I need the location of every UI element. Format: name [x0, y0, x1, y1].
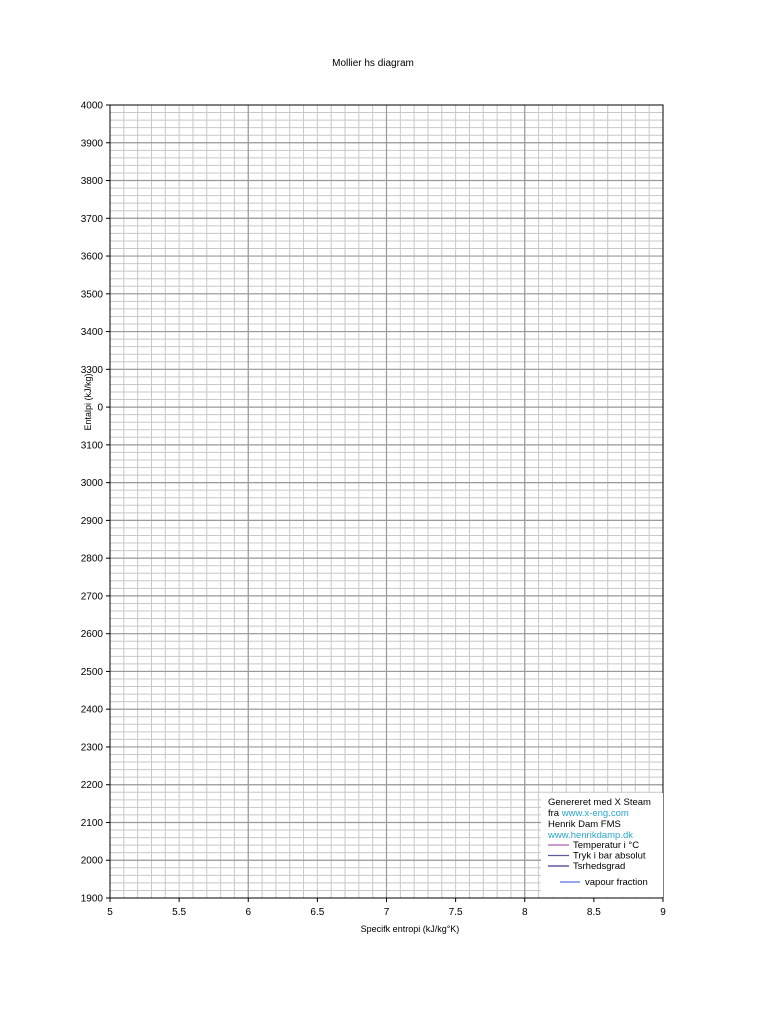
axis-ticks [106, 105, 663, 902]
y-tick-label: 2100 [80, 817, 103, 829]
legend-source-link[interactable]: www.x-eng.com [561, 808, 629, 819]
y-tick-label: 3100 [80, 440, 103, 452]
x-tick-labels [107, 907, 666, 918]
legend-series-label: Tsrhedsgrad [573, 861, 626, 872]
y-tick-label: 2600 [80, 629, 103, 641]
x-tick-label: 9 [660, 907, 666, 918]
x-tick-label: 5 [107, 907, 113, 918]
y-tick-label: 2200 [80, 780, 103, 792]
legend-credit-line: Genereret med X Steam [548, 797, 651, 808]
y-tick-label: 3500 [80, 289, 103, 301]
y-tick-label: 3700 [80, 213, 103, 225]
y-tick-label: 3600 [80, 251, 103, 263]
y-tick-labels [81, 101, 104, 905]
legend-series-label: Temperatur i °C [573, 840, 640, 851]
y-tick-label: 2800 [80, 553, 103, 565]
y-tick-label: 1900 [80, 893, 103, 905]
legend-series-label: vapour fraction [585, 877, 648, 888]
y-tick-label: 2700 [80, 591, 103, 603]
y-tick-label: 4000 [80, 100, 103, 112]
x-tick-label: 5.5 [172, 907, 187, 918]
y-tick-label: 2500 [80, 666, 103, 678]
y-tick-label: 2400 [80, 704, 103, 716]
y-tick-label: 3900 [80, 138, 103, 150]
x-tick-label: 7 [383, 907, 390, 918]
legend-author-line: Henrik Dam FMS [548, 819, 621, 830]
x-tick-label: 6 [245, 907, 252, 918]
legend-source-line [548, 808, 629, 819]
y-axis-label: Entalpi (kJ/kg) [83, 373, 93, 431]
y-tick-label: 3400 [80, 327, 103, 339]
y-tick-label: 2900 [80, 515, 103, 527]
y-tick-label: 2000 [80, 855, 103, 867]
y-tick-label: 3300 [80, 364, 103, 376]
y-tick-label: 2300 [80, 742, 103, 754]
chart-title: Mollier hs diagram [332, 58, 414, 69]
x-tick-label: 8 [521, 907, 528, 918]
x-axis-label: Specifk entropi (kJ/kg°K) [360, 924, 460, 934]
y-tick-label: 0 [97, 402, 103, 414]
legend-source-prefix: fra [548, 808, 562, 819]
legend-series-label: Tryk i bar absolut [573, 850, 646, 862]
legend-website-link[interactable]: www.henrikdamp.dk [548, 830, 634, 841]
x-tick-label: 8.5 [586, 907, 601, 918]
legend [541, 793, 663, 897]
y-tick-label: 3000 [80, 478, 103, 490]
x-tick-label: 6.5 [310, 907, 325, 918]
x-tick-label: 7.5 [448, 907, 463, 918]
y-tick-label: 3800 [80, 176, 103, 188]
